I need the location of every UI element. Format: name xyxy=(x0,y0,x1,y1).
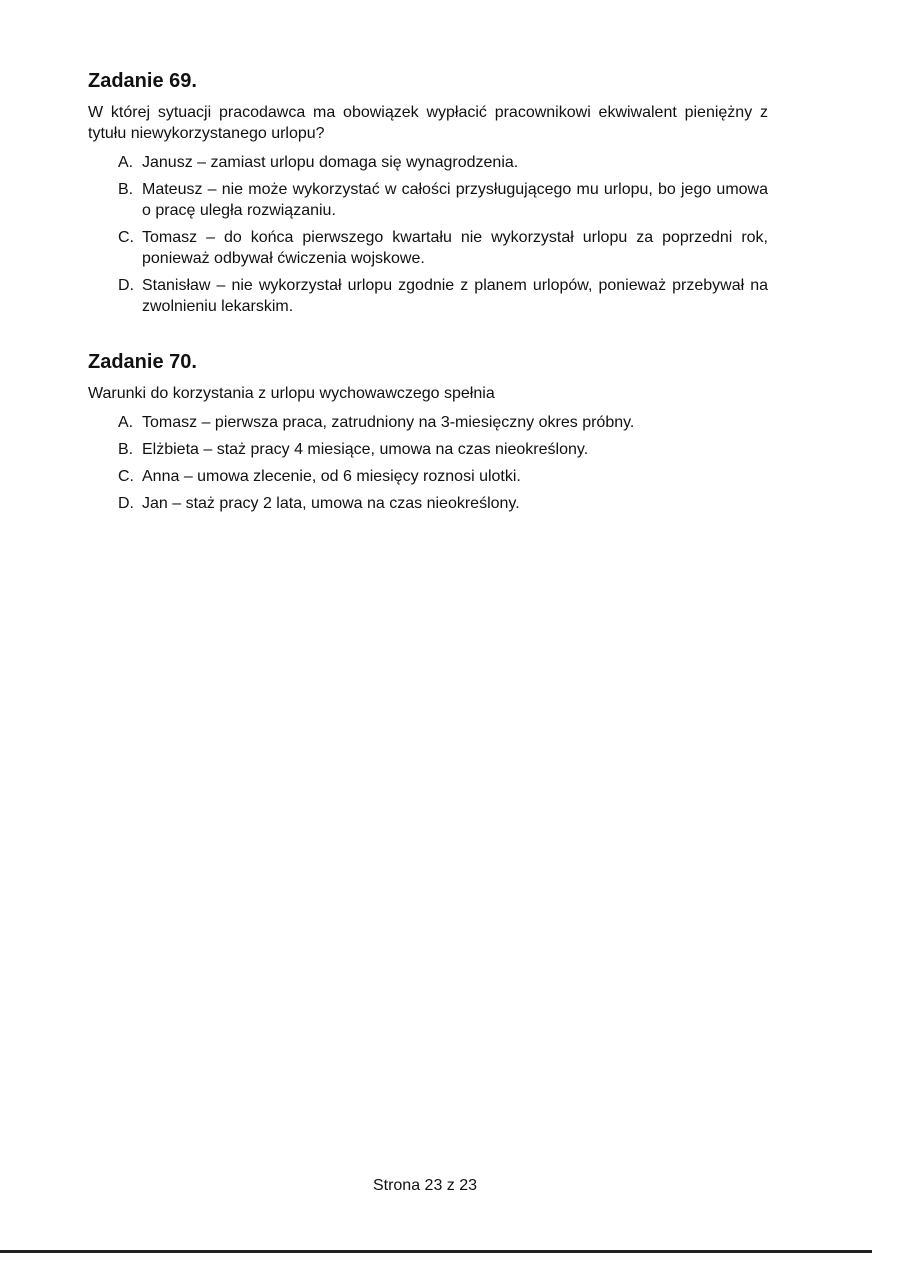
answer-option-d xyxy=(118,275,768,317)
option-letter: C. xyxy=(118,468,134,485)
task-69 xyxy=(88,68,768,323)
answer-option-c xyxy=(118,466,768,487)
answer-options xyxy=(88,412,768,514)
answer-option-b xyxy=(118,179,768,221)
option-letter: B. xyxy=(118,181,134,198)
option-text: Elżbieta – staż pracy 4 miesiące, umowa na czas nieokreślony. xyxy=(142,441,589,458)
answer-options xyxy=(88,152,768,317)
option-text: Stanisław – nie wykorzystał urlopu zgodnie z planem urlopów, ponieważ przebywał na zwolnieniu lekarskim. xyxy=(142,277,768,315)
page-number: Strona 23 z 23 xyxy=(372,1177,478,1194)
answer-option-a xyxy=(118,412,768,433)
answer-option-d xyxy=(118,493,768,514)
option-text: Mateusz – nie może wykorzystać w całości przysługującego mu urlopu, bo jego umowa o pracę uległa rozwiązaniu. xyxy=(142,181,768,219)
option-letter: C. xyxy=(118,229,134,246)
task-question: Warunki do korzystania z urlopu wychowawczego spełnia xyxy=(88,385,495,402)
option-letter: B. xyxy=(118,441,134,458)
option-letter: A. xyxy=(118,414,134,431)
task-title: Zadanie 70. xyxy=(88,351,197,373)
option-letter: D. xyxy=(118,495,134,512)
option-text: Jan – staż pracy 2 lata, umowa na czas nieokreślony. xyxy=(142,495,520,512)
option-text: Tomasz – do końca pierwszego kwartału nie wykorzystał urlopu za poprzedni rok, ponieważ odbywał ćwiczenia wojskowe. xyxy=(142,229,768,267)
option-letter: D. xyxy=(118,277,134,294)
option-text: Tomasz – pierwsza praca, zatrudniony na 3-miesięczny okres próbny. xyxy=(142,414,635,431)
task-question: W której sytuacji pracodawca ma obowiązek wypłacić pracownikowi ekwiwalent pieniężny z tytułu niewykorzystanego urlopu? xyxy=(88,104,768,142)
option-text: Anna – umowa zlecenie, od 6 miesięcy roznosi ulotki. xyxy=(142,468,521,485)
task-70 xyxy=(88,349,768,520)
answer-option-a xyxy=(118,152,768,173)
task-title: Zadanie 69. xyxy=(88,70,197,92)
answer-option-c xyxy=(118,227,768,269)
option-text: Janusz – zamiast urlopu domaga się wynagrodzenia. xyxy=(142,154,519,171)
answer-option-b xyxy=(118,439,768,460)
option-letter: A. xyxy=(118,154,134,171)
bottom-rule xyxy=(0,1250,872,1253)
